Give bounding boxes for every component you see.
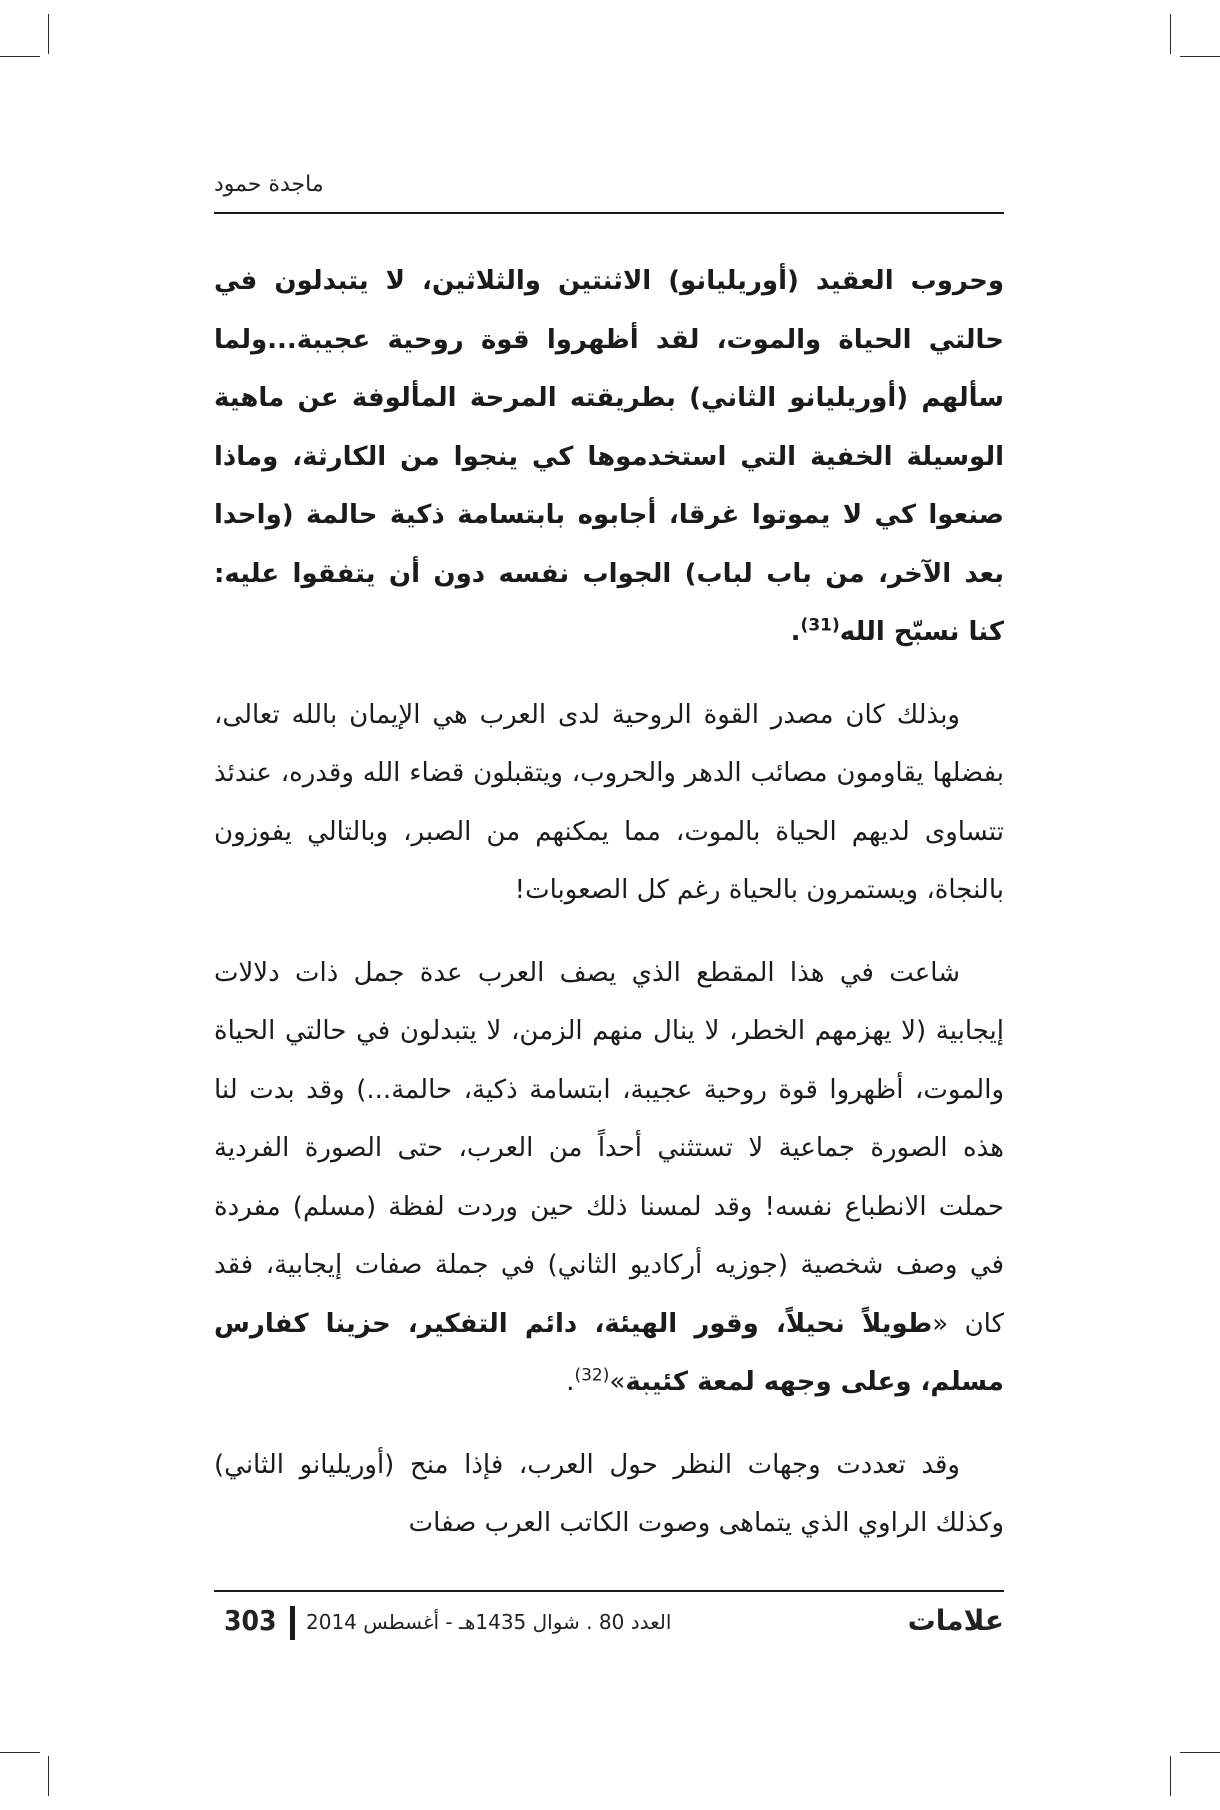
page-number: 303: [224, 1604, 277, 1637]
paragraph-3: [214, 944, 1004, 1412]
paragraph-quote: [214, 252, 1004, 662]
footer-rule: [214, 1590, 1004, 1592]
footnote-ref-32: (32): [574, 1365, 610, 1386]
page-footer: [214, 1600, 1004, 1646]
footnote-ref-31: (31): [800, 615, 840, 636]
paragraph-3-close-quote: »: [609, 1367, 626, 1397]
journal-issue-info: العدد 80 . شوال 1435هـ - أغسطس 2014: [306, 1610, 672, 1634]
journal-logo-name: علامات: [907, 1604, 1004, 1637]
body-text: [214, 252, 1004, 1577]
crop-mark-top-left: [48, 14, 49, 54]
paragraph-2: [214, 686, 1004, 920]
paragraph-3-end: .: [566, 1367, 575, 1397]
paragraph-2-text: وبذلك كان مصدر القوة الروحية لدى العرب هي الإيمان بالله تعالى، بفضلها يقاومون مصائب الدهر والحروب، ويتقبلون قضاء الله وقدره، عندئذ تتساوى لديهم الحياة بالموت، مما يمكنهم من الصبر، وبالتالي يفوزون بالنجاة، ويستمرون بالحياة رغم كل الصعوبات!: [214, 699, 1004, 905]
header-rule: [214, 212, 1004, 214]
crop-mark-top-left-h: [0, 56, 40, 57]
paragraph-4: [214, 1436, 1004, 1553]
footer-separator-bar: [290, 1606, 295, 1640]
crop-mark-bottom-right-h: [1180, 1752, 1220, 1753]
crop-mark-bottom-left-h: [0, 1752, 40, 1753]
paragraph-1-end: .: [790, 617, 801, 647]
paragraph-3-bold-quote: طويلاً نحيلاً، وقور الهيئة، دائم التفكير، حزينا كفارس مسلم، وعلى وجهه لمعة كئيبة: [214, 1308, 1004, 1397]
crop-mark-top-right: [1170, 14, 1171, 54]
paragraph-3-text: شاعت في هذا المقطع الذي يصف العرب عدة جمل ذات دلالات إيجابية (لا يهزمهم الخطر، لا ينال منهم الزمن، لا يتبدلون في حالتي الحياة والموت، أظهروا قوة روحية عجيبة، ابتسامة ذكية، حالمة...) وقد بدت لنا هذه الصورة جماعية لا تستثني أحداً من العرب، حتى الصورة الفردية حملت الانطباع نفسه! وقد لمسنا ذلك حين وردت لفظة (مسلم) مفردة في وصف شخصية (جوزيه أركاديو الثاني) في جملة صفات إيجابية، فقد كان «: [214, 957, 1004, 1339]
paragraph-1-text: وحروب العقيد (أوريليانو) الاثنتين والثلاثين، لا يتبدلون في حالتي الحياة والموت، لقد أظهروا قوة روحية عجيبة...ولما سألهم (أوريليانو الثاني) بطريقته المرحة المألوفة عن ماهية الوسيلة الخفية التي استخدموها كي ينجوا من الكارثة، وماذا صنعوا كي لا يموتوا غرقا، أجابوه بابتسامة ذكية حالمة (واحدا بعد الآخر، من باب لباب) الجواب نفسه دون أن يتفقوا عليه: كنا نسبّح الله: [214, 266, 1004, 647]
paragraph-4-text: وقد تعددت وجهات النظر حول العرب، فإذا منح (أوريليانو الثاني) وكذلك الراوي الذي يتماهى وصوت الكاتب العرب صفات: [214, 1449, 1004, 1538]
running-head-author: ماجدة حمود: [214, 172, 324, 197]
crop-mark-bottom-right: [1170, 1756, 1171, 1796]
crop-mark-bottom-left: [48, 1756, 49, 1796]
crop-mark-top-right-h: [1180, 56, 1220, 57]
